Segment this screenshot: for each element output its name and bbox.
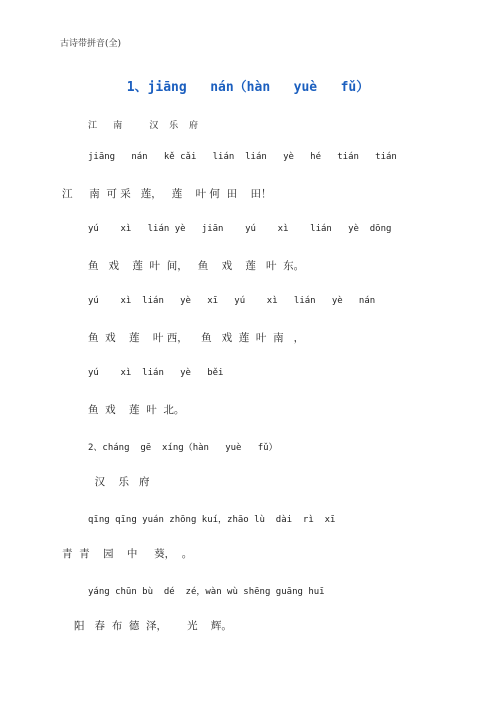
- poem-line: 青 青 园 中 葵， 。: [62, 548, 193, 560]
- pinyin-line: yú xì lián yè jiān yú xì lián yè dōng: [88, 224, 392, 234]
- pinyin-line: yú xì lián yè běi: [88, 368, 224, 378]
- poem-line: 江 南 可 采 莲， 莲 叶 何 田 田！: [62, 188, 272, 200]
- pinyin-line: yáng chūn bù dé zé，wàn wù shēng guāng huī: [88, 587, 325, 597]
- poem-line: 鱼 戏 莲 叶 间， 鱼 戏 莲 叶 东。: [88, 260, 305, 272]
- author-line: 汉 乐 府: [88, 476, 150, 488]
- poem-line: 阳 春 布 德 泽， 光 辉。: [74, 620, 232, 632]
- document-header: 古诗带拼音(全): [60, 39, 122, 49]
- pinyin-line: jiāng nán kě cǎi lián lián yè hé tián tián: [88, 152, 397, 162]
- poem-line: 鱼 戏 莲 叶 北。: [88, 404, 185, 416]
- pinyin-line: qīng qīng yuán zhōng kuí，zhāo lù dài rì xī: [88, 515, 336, 525]
- pinyin-line: yú xì lián yè xī yú xì lián yè nán: [88, 296, 376, 306]
- poem-line: 鱼 戏 莲 叶 西， 鱼 戏 莲 叶 南 ，: [88, 332, 305, 344]
- poem-title: 1、jiāng nán（hàn yuè fǔ）: [126, 80, 370, 95]
- title-subline: 江 南 汉 乐 府: [88, 121, 199, 131]
- section-title: 2、cháng gē xíng（hàn yuè fǔ）: [88, 443, 278, 453]
